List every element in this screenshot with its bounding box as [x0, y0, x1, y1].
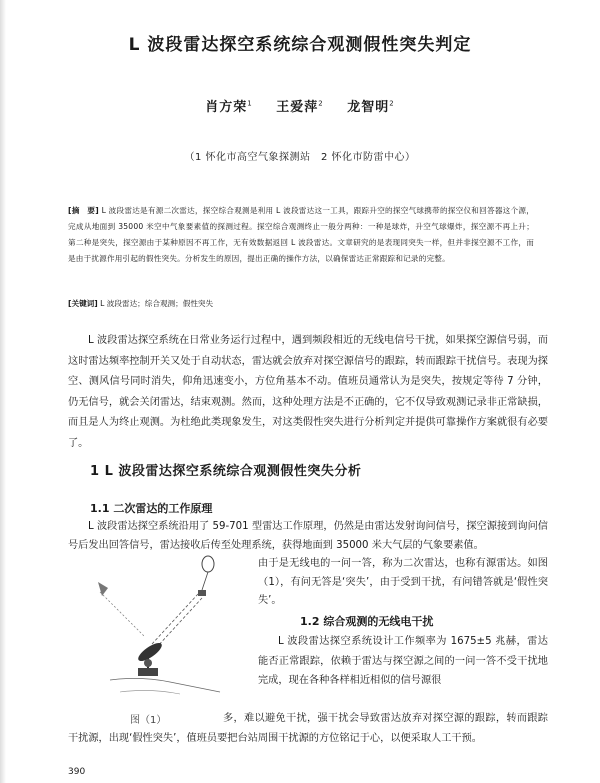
figure-caption: 图（1） — [130, 715, 167, 726]
abstract — [68, 203, 534, 267]
author-3: 龙智明$^2$ — [347, 99, 395, 115]
interference-line — [100, 592, 145, 637]
page-number: 390 — [68, 767, 86, 777]
intro-paragraph: L 波段雷达探空系统在日常业务运行过程中，遇到频段相近的无线电信号干扰，如果探空源信号弱，而这时雷达频率控制开关又处于自动状态，雷达就会放弃对探空源信号的跟踪，转而跟踪干扰信号。表现为探空、测风信号同时消失，仰角迅速变小，方位角基本不动。值班员通常认为是突失，按规定等待 7 分钟，仍无信号，就会关闭雷达，结束观测。然而，这种处理方法是不正确的，它不仅导致观测记录非正常缺损，而且是人为终止观测。为杜绝此类现象发生，对这类假性突失进行分析判定并提供可靠操作方案就很有必要了。 — [68, 335, 548, 449]
ground-line — [110, 678, 220, 692]
balloon-shape — [202, 556, 214, 572]
section-1-2-paragraph: L 波段雷达探空系统设计工作频率为 1675±5 兆赫，雷达能否正常跟踪，依赖于雷达与探空源之间的一问一答不受干扰地完成，现在各种各样相近相似的信号源很 — [258, 636, 548, 686]
author-1: 肖方荣$^1$ — [205, 99, 253, 115]
radar-pedestal-knob — [144, 659, 152, 667]
section-1-1-paragraph: L 波段雷达探空系统沿用了 59-701 型雷达工作原理，仍然是由雷达发射询问信号，探空源接到询问信号后发出回答信号，雷达接收后传至处理系统，获得地面到 35000 米大气层的气象要素值。 — [68, 521, 548, 551]
signal-line-1 — [152, 594, 198, 644]
radar-balloon-figure — [90, 552, 240, 707]
author-list — [0, 96, 600, 115]
abstract-text: L 波段雷达是有源二次雷达，探空综合观测是利用 L 波段雷达这一工具，跟踪升空的探空气球携带的探空仪和回答器这个源，完成从地面到 35000 米空中气象要素值的探测过程。探空综合观测终止一般分两种：一种是球炸，升空气球爆炸，探空源不再上升；第二种是突失，探空源由于某种原因不再工作，无有效数据返回 L 波段雷达。文章研究的是表现同突失一样，但并非探空源不工作，而是由于扰源作用引起的假性突失。分析发生的原因，提出正确的操作方法，以确保雷达正常跟踪和记录的完整。 — [68, 206, 534, 263]
author-2: 王爱萍$^2$ — [276, 99, 324, 115]
radar-base — [138, 668, 158, 676]
section-1-heading: 1 L 波段雷达探空系统综合观测假性突失分析 — [90, 464, 362, 479]
section-1-2-continuation: 多，难以避免干扰，强干扰会导致雷达放弃对探空源的跟踪，转而跟踪干扰源，出现‘假性突失’，值班员要把台站周围干扰源的方位铭记于心，以便采取人工干预。 — [68, 713, 548, 744]
keywords — [68, 296, 534, 312]
balloon-tether — [202, 572, 208, 590]
signal-line-2 — [156, 598, 202, 648]
interference-source-icon — [98, 582, 108, 596]
keywords-label: [关键词] — [68, 299, 98, 308]
section-1-1-continuation: 由于是无线电的一问一答，称为二次雷达，也称有源雷达。如图（1），有问无答是‘突失’，由于受到干扰，有问错答就是‘假性突失’。 — [258, 558, 548, 606]
affiliation: （1 怀化市高空气象探测站 2 怀化市防雷中心） — [184, 152, 416, 163]
keywords-text: L 波段雷达；综合观测；假性突失 — [100, 299, 214, 308]
section-1-1-heading: 1.1 二次雷达的工作原理 — [90, 502, 213, 515]
scan-edge-shade — [0, 0, 6, 783]
abstract-label: [摘 要] — [68, 206, 99, 215]
paper-title: L 波段雷达探空系统综合观测假性突失判定 — [128, 35, 472, 55]
ground-line-2 — [120, 690, 180, 694]
section-1-2-heading: 1.2 综合观测的无线电干扰 — [300, 615, 434, 628]
sonde-box — [198, 590, 206, 596]
